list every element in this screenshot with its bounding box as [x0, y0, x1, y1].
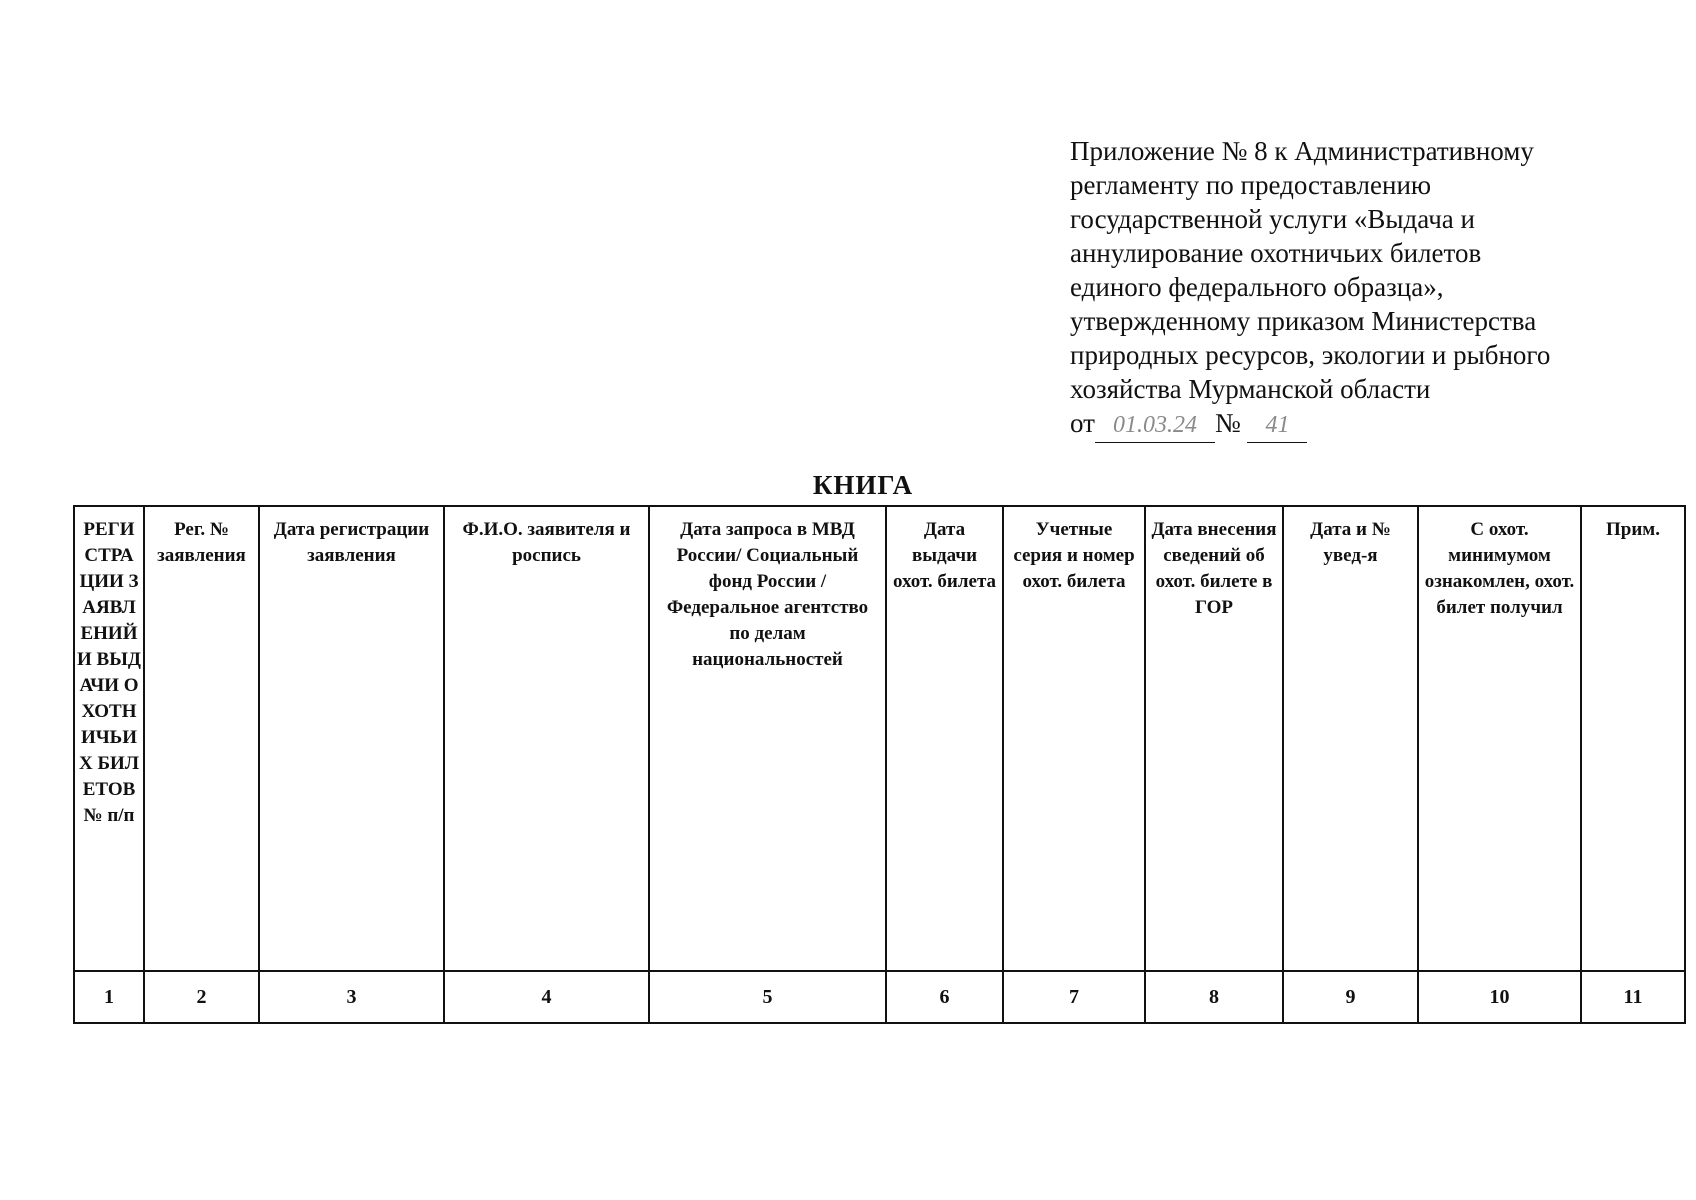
header-cell-received: С охот. минимумом ознакомлен, охот. билет получил [1418, 506, 1581, 971]
appendix-note [1070, 134, 1630, 443]
book-title: КНИГА [812, 470, 914, 500]
header-cell-applicant-name: Ф.И.О. заявителя и роспись [444, 506, 649, 971]
from-label: от [1070, 408, 1095, 438]
order-date-field: 01.03.24 [1095, 408, 1215, 443]
column-number-cell: 1 [74, 971, 144, 1023]
appendix-line: утвержденному приказом Министерства [1070, 306, 1537, 336]
column-number-cell: 2 [144, 971, 259, 1023]
register-table [73, 505, 1686, 1024]
header-cell-registration-date: Дата регистрации заявления [259, 506, 444, 971]
header-cell-notice: Дата и № увед-я [1283, 506, 1418, 971]
column-number-cell: 9 [1283, 971, 1418, 1023]
appendix-line: аннулирование охотничьих билетов [1070, 238, 1482, 268]
column-number-cell: 11 [1581, 971, 1685, 1023]
appendix-line: Приложение № 8 к Административному [1070, 136, 1534, 166]
appendix-line: единого федерального образца», [1070, 272, 1444, 302]
column-number-cell: 8 [1145, 971, 1283, 1023]
order-reference-line [1070, 406, 1630, 443]
appendix-line: регламенту по предоставлению [1070, 170, 1432, 200]
header-cell-notes: Прим. [1581, 506, 1685, 971]
column-number-cell: 3 [259, 971, 444, 1023]
header-cell-register-number: РЕГИСТРАЦИИ ЗАЯВЛЕНИЙ И ВЫДАЧИ ОХОТНИЧЬИХ БИЛЕТОВ№ п/п [74, 506, 144, 971]
appendix-line: природных ресурсов, экологии и рыбного [1070, 340, 1551, 370]
column-number-cell: 7 [1003, 971, 1145, 1023]
header-row [74, 506, 1685, 971]
header-cell-registry-date: Дата внесения сведений об охот. билете в ГОР [1145, 506, 1283, 971]
header-cell-application-reg-number: Рег. № заявления [144, 506, 259, 971]
column-number-cell: 4 [444, 971, 649, 1023]
column-number-cell: 10 [1418, 971, 1581, 1023]
column-number-row [74, 971, 1685, 1023]
order-number-field: 41 [1247, 408, 1307, 443]
column-number-cell: 6 [886, 971, 1003, 1023]
header-cell-series-number: Учетные серия и номер охот. билета [1003, 506, 1145, 971]
header-cell-request-date: Дата запроса в МВД России/ Социальный фонд России / Федеральное агентство по делам национальностей [649, 506, 886, 971]
appendix-line: хозяйства Мурманской области [1070, 374, 1431, 404]
header-cell-issue-date: Дата выдачи охот. билета [886, 506, 1003, 971]
number-label: № [1214, 408, 1241, 438]
column-number-cell: 5 [649, 971, 886, 1023]
appendix-line: государственной услуги «Выдача и [1070, 204, 1475, 234]
